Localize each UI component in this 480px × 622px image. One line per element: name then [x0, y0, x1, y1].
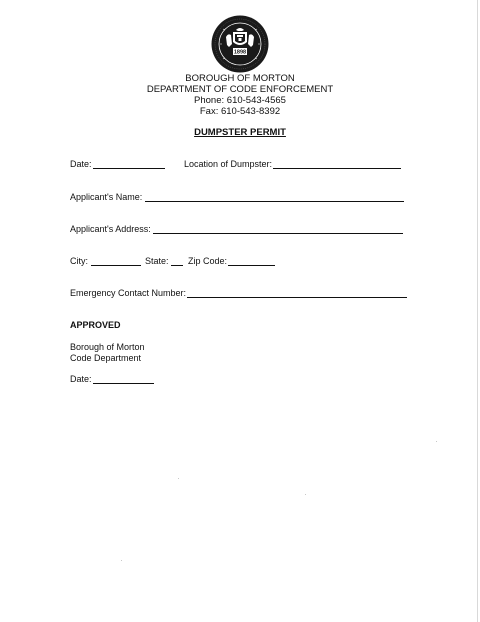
approval-date-label: Date: [70, 374, 92, 384]
approved-heading: APPROVED [70, 320, 121, 330]
approval-org-line1: Borough of Morton [70, 342, 145, 352]
org-name: BOROUGH OF MORTON [185, 73, 295, 84]
department-name: DEPARTMENT OF CODE ENFORCEMENT [146, 84, 334, 95]
location-field[interactable] [273, 168, 401, 169]
emergency-contact-label: Emergency Contact Number: [70, 288, 187, 298]
approval-date-field[interactable] [93, 383, 154, 384]
form-title: DUMPSTER PERMIT [194, 127, 286, 138]
scan-speck [305, 494, 306, 495]
applicant-name-label: Applicant's Name: [70, 192, 143, 202]
form-title-wrap [0, 127, 480, 138]
date-label: Date: [70, 159, 92, 169]
scan-speck [436, 441, 437, 442]
scan-speck [121, 560, 122, 561]
emergency-contact-field[interactable] [187, 297, 407, 298]
date-field[interactable] [93, 168, 165, 169]
state-label: State: [145, 256, 169, 266]
zip-field[interactable] [228, 265, 275, 266]
borough-seal-logo [211, 15, 269, 73]
applicant-name-field[interactable] [145, 201, 404, 202]
city-label: City: [70, 256, 88, 266]
approval-org-block [70, 342, 145, 364]
applicant-address-label: Applicant's Address: [70, 224, 151, 234]
applicant-address-field[interactable] [153, 233, 403, 234]
location-label: Location of Dumpster: [184, 159, 273, 169]
approval-org-line2: Code Department [70, 353, 142, 363]
scan-speck [178, 478, 179, 479]
phone-number: Phone: 610-543-4565 [194, 95, 286, 106]
seal-year: 1898 [233, 49, 247, 56]
letterhead [0, 73, 480, 117]
city-field[interactable] [91, 265, 141, 266]
fax-number: Fax: 610-543-8392 [199, 106, 281, 117]
zip-label: Zip Code: [188, 256, 228, 266]
state-field[interactable] [171, 265, 183, 266]
